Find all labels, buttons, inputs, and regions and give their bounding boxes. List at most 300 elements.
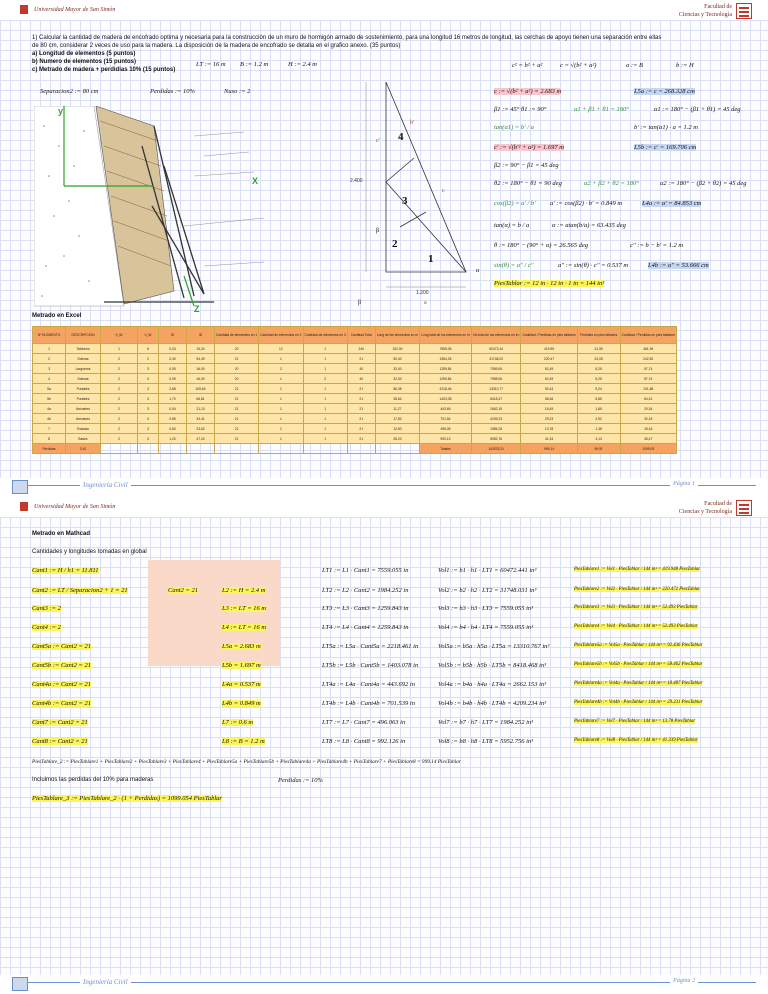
- table-cell: 5,25: [577, 374, 620, 384]
- svg-text:b': b': [410, 120, 415, 126]
- table-cell: 7: [33, 424, 66, 434]
- col-header: Cantidad de elementos en 2: [259, 327, 303, 344]
- table-cell: 6: [138, 344, 159, 354]
- table-row: [33, 354, 677, 364]
- table-cell: 29,23: [521, 414, 577, 424]
- col-header: Nº ELEMENTO: [33, 327, 66, 344]
- table-cell: Soleras: [66, 374, 101, 384]
- cant5a: Cant5a := Cant2 = 21: [32, 643, 91, 650]
- table-cell: 1984,25: [471, 424, 521, 434]
- cpp-result: c'' := b − b' = 1.2 m: [630, 242, 684, 249]
- table-cell: 21: [215, 354, 259, 364]
- svg-text:a: a: [424, 300, 427, 306]
- table-cell: 57,74: [620, 374, 676, 384]
- totals-cell: 1099,05: [620, 444, 676, 454]
- bprime-result: b' := tan(α1) · a = 1.2 m: [634, 124, 698, 131]
- table-cell: 20: [215, 374, 259, 384]
- table-row: [33, 404, 677, 414]
- table-cell: 2: [138, 354, 159, 364]
- table-cell: 3: [138, 424, 159, 434]
- l4: L4 := LT = 16 m: [222, 624, 267, 631]
- eq-pythag: c² = b² + a²: [512, 62, 543, 69]
- table-cell: 5952,76: [471, 434, 521, 444]
- pies8: PiesTablare8 := Vol8 · PiesTablar / 144 in³ = 41.339 PiesTablar: [574, 738, 698, 743]
- table-cell: 13,78: [521, 424, 577, 434]
- table-cell: 15,16: [620, 424, 676, 434]
- table-cell: 2: [259, 364, 303, 374]
- table-cell: 13310,77: [471, 384, 521, 394]
- col-header: h_W: [101, 327, 138, 344]
- cant2: Cant2 := LT / Separacion2 + 1 = 21: [32, 587, 128, 594]
- table-cell: Tablones: [66, 344, 101, 354]
- table-cell: 2218,46: [420, 384, 472, 394]
- sum2-eq: α2 + β2 + θ2 = 180°: [584, 180, 639, 187]
- table-cell: 21: [347, 384, 375, 394]
- table-cell: 9,24: [577, 384, 620, 394]
- table-cell: 8418,47: [471, 394, 521, 404]
- cant4b: Cant4b := Cant2 = 21: [32, 700, 91, 707]
- table-cell: 1,85: [577, 404, 620, 414]
- excel-table: [32, 326, 677, 454]
- nuso-def: Nuso := 2: [224, 88, 251, 95]
- l3: L3 := LT = 16 m: [222, 605, 267, 612]
- table-cell: 50,40: [375, 354, 419, 364]
- table-cell: 1: [303, 344, 347, 354]
- table-row: [33, 424, 677, 434]
- table-cell: Puntales: [66, 394, 101, 404]
- col-header: Perdidas en pies tablares: [577, 327, 620, 344]
- table-cell: 92,44: [521, 384, 577, 394]
- table-row: [33, 344, 677, 354]
- table-cell: 21: [347, 424, 375, 434]
- table-cell: 1: [259, 384, 303, 394]
- table-cell: 25,20: [375, 434, 419, 444]
- table-cell: 1: [259, 434, 303, 444]
- table-cell: 2,68: [159, 384, 187, 394]
- col-header: Vol total de los elementos en in³: [471, 327, 521, 344]
- table-cell: 3: [138, 394, 159, 404]
- table-cell: 5b: [33, 394, 66, 404]
- table-cell: 40: [347, 364, 375, 374]
- col-header: Long de los elementos en m: [375, 327, 419, 344]
- formwork-drawing: [34, 106, 296, 314]
- table-row: [33, 364, 677, 374]
- theta-result: θ := 180° − (90° + α) = 26.565 deg: [494, 242, 588, 249]
- table-cell: Arriostres: [66, 404, 101, 414]
- l5a-result: L5a := c = 268.328 cm: [634, 88, 695, 95]
- perdidas-note: Incluimos las perdidas del 10% para maderas: [32, 777, 154, 783]
- table-cell: 21: [215, 394, 259, 404]
- pies1: PiesTablare1 := Vol1 · PiesTablar / 144 in³ = 419.948 PiesTablar: [574, 567, 701, 572]
- pies5a: PiesTablare5a := Vol5a · PiesTablar / 144 in³ = 92.436 PiesTablar: [574, 643, 703, 648]
- table-row: [33, 394, 677, 404]
- vol5b: Vol5b := b5b · h5b · LT5b = 8418.468 in³: [438, 662, 547, 669]
- table-cell: 3: [138, 384, 159, 394]
- table-cell: 1,20: [159, 434, 187, 444]
- vol2: Vol2 := b2 · h2 · LT2 = 31748.031 in³: [438, 587, 537, 594]
- table-cell: 52,49: [521, 374, 577, 384]
- footer-logo-icon: [12, 977, 28, 991]
- table-cell: 1: [259, 424, 303, 434]
- table-cell: 21,13: [187, 404, 215, 414]
- problem-statement: 1) Calcular la cantidad de madera de encofrado optima y necesaria para la construcción de un muro de hormigón armado de sostenimiento, para una longitud 16 metros de longitud, las cerchas de apoyo tienen una separación entre ellas: [32, 35, 662, 41]
- table-cell: 94,49: [187, 354, 215, 364]
- totals-cell: [187, 444, 215, 454]
- lt5a: LT5a := L5a · Cant5a = 2218.461 in: [322, 643, 419, 650]
- table-cell: 1: [303, 424, 347, 434]
- table-cell: 2: [101, 354, 138, 364]
- footer-department: Ingeniería Civil: [80, 481, 131, 489]
- table-cell: 41,99: [577, 344, 620, 354]
- table-cell: 1: [303, 414, 347, 424]
- alpha2-result: α2 := 180° − (β2 + θ2) = 45 deg: [660, 180, 747, 187]
- page-footer: [0, 478, 768, 497]
- table-cell: 21: [215, 384, 259, 394]
- table-row: [33, 434, 677, 444]
- table-cell: 1: [259, 374, 303, 384]
- table-cell: 12,60: [375, 424, 419, 434]
- cant4: Cant4 := 2: [32, 624, 61, 631]
- pies3: PiesTablare3 := Vol3 · PiesTablar / 144 in³ = 52.493 PiesTablar: [574, 605, 698, 610]
- l4a: L4a = 0.537 m: [222, 681, 261, 688]
- table-cell: 3: [138, 374, 159, 384]
- table-cell: 7559,06: [471, 374, 521, 384]
- table-cell: 2662,15: [471, 404, 521, 414]
- svg-text:1: 1: [428, 253, 434, 265]
- table-cell: 21: [347, 414, 375, 424]
- table-cell: 496,06: [420, 424, 472, 434]
- geometry-triangle-diagram: [336, 72, 506, 312]
- table-cell: Largueros: [66, 364, 101, 374]
- table-cell: 1: [259, 404, 303, 414]
- table-cell: 1259,84: [420, 374, 472, 384]
- svg-text:2: 2: [392, 238, 398, 250]
- totals-cell: [101, 444, 138, 454]
- table-cell: 21: [347, 434, 375, 444]
- university-shield-icon: [20, 5, 28, 14]
- lt5b: LT5b := L5b · Cant5b = 1403.078 in: [322, 662, 419, 669]
- table-cell: 20: [215, 344, 259, 354]
- table-cell: 1984,25: [420, 354, 472, 364]
- c-result: c := √(b² + a²) = 2.683 m: [494, 88, 562, 95]
- table-cell: 0,54: [159, 404, 187, 414]
- cant1: Cant1 := H / h1 = 11.811: [32, 567, 99, 574]
- table-cell: 20: [215, 364, 259, 374]
- col-header: Cantidad Total: [347, 327, 375, 344]
- table-cell: 20,34: [620, 404, 676, 414]
- beta1-def: β1 := 45° θ1 := 90°: [494, 106, 547, 113]
- table-cell: 40: [347, 374, 375, 384]
- pies-sum: PiesTablare_2 := PiesTablare1 + PiesTablare2 + PiesTablare3 + PiesTablare4 + PiesTablare5a + PiesTablare5b + PiesTablare4a + PiesTablare4b + PiesTablare7 + PiesTablare8 = 999.14 PiesTablar: [32, 759, 461, 765]
- table-cell: 4: [33, 374, 66, 384]
- pies-tablar-def: PiesTablar := 12 in · 12 in · 1 in = 144 in³: [494, 280, 605, 287]
- table-cell: Puntales: [66, 384, 101, 394]
- l2: L2 := H = 2.4 m: [222, 587, 266, 594]
- totals-cell: [259, 444, 303, 454]
- pies7: PiesTablare7 := Vol7 · PiesTablar / 144 in³ = 13.78 PiesTablar: [574, 719, 696, 724]
- lt1: LT1 := L1 · Cant1 = 7559.055 in: [322, 567, 409, 574]
- footer-page-number: Página 1: [670, 481, 698, 487]
- university-shield-icon: [20, 502, 28, 511]
- totals-cell: 143078,21: [471, 444, 521, 454]
- table-cell: 1403,08: [420, 394, 472, 404]
- col-header: DESCRIPCION: [66, 327, 101, 344]
- table-cell: 41,34: [521, 434, 577, 444]
- table-cell: 45,47: [620, 434, 676, 444]
- col-header: ID: [187, 327, 215, 344]
- highlight-block: [148, 560, 280, 666]
- table-cell: Estacas: [66, 424, 101, 434]
- table-cell: Bases: [66, 434, 101, 444]
- cant4a: Cant4a := Cant2 = 21: [32, 681, 91, 688]
- l4a-result: L4a := a' = 84.853 cm: [642, 200, 702, 207]
- aprime-result: a' := cos(β2) · b' = 0.849 m: [550, 200, 623, 207]
- table-cell: 0,05: [159, 374, 187, 384]
- table-cell: 461,94: [620, 344, 676, 354]
- vol5a: Vol5a := b5a · h5a · LT5a = 13310.767 in³: [438, 643, 550, 650]
- app-result: a'' := sin(θ) · c'' = 0.537 m: [558, 262, 629, 269]
- totals-cell: Perdidas: [33, 444, 66, 454]
- table-cell: 0,05: [159, 364, 187, 374]
- table-cell: 21: [347, 354, 375, 364]
- table-header-row: [33, 327, 677, 344]
- l4b-result: L4b := a'' = 53.666 cm: [648, 262, 709, 269]
- svg-text:β: β: [376, 228, 380, 234]
- table-body: [33, 344, 677, 454]
- table-cell: 105,64: [187, 384, 215, 394]
- table-cell: 1: [303, 384, 347, 394]
- table-cell: 5,85: [577, 394, 620, 404]
- table-cell: 57,74: [620, 364, 676, 374]
- table-cell: 2,92: [577, 414, 620, 424]
- totals-cell: Totales: [420, 444, 472, 454]
- vol3: Vol3 := b3 · h3 · LT3 = 7559.055 in³: [438, 605, 534, 612]
- table-cell: 21: [347, 404, 375, 414]
- cant8: Cant8 := Cant2 = 21: [32, 738, 88, 745]
- faculty-name: Facultad de Ciencias y Tecnología: [678, 4, 732, 18]
- table-cell: 7559,06: [420, 344, 472, 354]
- table-cell: 5a: [33, 384, 66, 394]
- vol4a: Vol4a := b4a · h4a · LT4a = 2662.153 in³: [438, 681, 547, 688]
- table-cell: 4a: [33, 404, 66, 414]
- totals-cell: 99,91: [577, 444, 620, 454]
- table-cell: 52,49: [521, 364, 577, 374]
- eq-b-h: b := H: [676, 62, 694, 69]
- table-cell: 2: [101, 364, 138, 374]
- table-cell: 3: [138, 404, 159, 414]
- table-cell: 1,38: [577, 424, 620, 434]
- svg-text:1.200: 1.200: [416, 290, 429, 296]
- alpha-result: α := atan(b/a) = 63.435 deg: [552, 222, 626, 229]
- vol8: Vol8 := b8 · h8 · LT8 = 5952.756 in³: [438, 738, 534, 745]
- table-totals-row: [33, 444, 677, 454]
- table-cell: 1: [259, 414, 303, 424]
- lt7: LT7 := L7 · Cant7 = 496.063 in: [322, 719, 406, 726]
- table-cell: 101,68: [620, 384, 676, 394]
- table-cell: 56,35: [375, 384, 419, 394]
- cant7: Cant7 := Cant2 = 21: [32, 719, 88, 726]
- table-cell: 2: [33, 354, 66, 364]
- table-cell: 1: [303, 404, 347, 414]
- table-cell: 4,13: [577, 434, 620, 444]
- table-cell: 192,00: [375, 344, 419, 354]
- pies4: PiesTablare4 := Vol4 · PiesTablar / 144 in³ = 52.493 PiesTablar: [574, 624, 698, 629]
- table-cell: 16,00: [187, 364, 215, 374]
- table-cell: 1,70: [159, 394, 187, 404]
- table-cell: 17,82: [375, 414, 419, 424]
- table-cell: 5,25: [577, 364, 620, 374]
- table-cell: 7559,06: [471, 364, 521, 374]
- cant5b: Cant5b := Cant2 = 21: [32, 662, 91, 669]
- pies5b: PiesTablare5b := Vol5b · PiesTablar / 144 in³ = 58.462 PiesTablar: [574, 662, 703, 667]
- b-def: B := 1.2 m: [240, 61, 269, 68]
- table-cell: 2,40: [159, 354, 187, 364]
- lt-def: LT := 16 m: [196, 61, 226, 68]
- table-cell: 2: [101, 394, 138, 404]
- l4b: L4b = 0.849 m: [222, 700, 261, 707]
- svg-text:c: c: [442, 188, 445, 194]
- faculty-name: Facultad de Ciencias y Tecnología: [678, 501, 732, 515]
- table-row: [33, 374, 677, 384]
- table-cell: 47,24: [187, 434, 215, 444]
- table-cell: 21: [215, 404, 259, 414]
- item-c: c) Metrado de madera + perdidias 10% (15 puntos): [32, 67, 176, 73]
- lt4: LT4 := L4 · Cant4 = 1259.843 in: [322, 624, 409, 631]
- col-header: Cantidad de elementos en 1: [215, 327, 259, 344]
- item-a: a) Longitud de elementos (5 puntos): [32, 51, 136, 57]
- table-cell: 2: [101, 414, 138, 424]
- table-cell: 1: [259, 354, 303, 364]
- table-cell: 64,31: [620, 394, 676, 404]
- table-cell: 3: [138, 364, 159, 374]
- l8: L8 := B = 1.2 m: [222, 738, 265, 745]
- table-cell: 2: [101, 384, 138, 394]
- col-header: Cantidad / Perdidas en pies tablares: [620, 327, 676, 344]
- l7: L7 := 0.6 m: [222, 719, 254, 726]
- table-row: [33, 384, 677, 394]
- table-cell: 8: [33, 434, 66, 444]
- table-cell: 1: [259, 394, 303, 404]
- table-cell: 1: [303, 394, 347, 404]
- table-cell: 21: [347, 394, 375, 404]
- table-cell: 2: [101, 404, 138, 414]
- eq-a-b: a := B: [626, 62, 644, 69]
- svg-text:3: 3: [402, 195, 408, 207]
- table-cell: 240: [347, 344, 375, 354]
- totals-cell: [303, 444, 347, 454]
- table-cell: 15,24: [187, 344, 215, 354]
- table-cell: 1: [303, 364, 347, 374]
- sin-eq: sin(θ) = a'' / c'': [494, 262, 534, 269]
- table-cell: 18,49: [521, 404, 577, 414]
- table-cell: 2: [101, 374, 138, 384]
- col-header: Long total de los elementos en m: [420, 327, 472, 344]
- pies4a: PiesTablare4a := Vol4a · PiesTablar / 144 in³ = 18.487 PiesTablar: [574, 681, 703, 686]
- page-2: [0, 497, 768, 994]
- svg-text:α: α: [476, 268, 480, 274]
- svg-text:X: X: [252, 176, 259, 186]
- table-cell: 4209,23: [471, 414, 521, 424]
- separacion-def: Separacion2 := 80 cm: [40, 88, 99, 95]
- pies-final: PiesTablare_3 := PiesTablare_2 · (1 + Perdidas) = 1099.054 PiesTablar: [32, 795, 222, 802]
- table-cell: 4b: [33, 414, 66, 424]
- problem-statement-2: de 80 cm, considerar 2 veces de uso para la madera. La disposición de la madera de encofrado se detalla en el grafico anexo. (35 puntos): [32, 43, 401, 49]
- table-cell: 66,81: [187, 394, 215, 404]
- table-cell: 0,60: [159, 424, 187, 434]
- item-b: b) Numero de elementos (15 puntos): [32, 59, 137, 65]
- table-cell: 33,41: [187, 414, 215, 424]
- col-header: Cantidad de elementos en 3: [303, 327, 347, 344]
- page-footer: [0, 975, 768, 994]
- vol4b: Vol4b := b4b · h4b · LT4b = 4209.234 in³: [438, 700, 547, 707]
- vol1: Vol1 := b1 · h1 · LT1 = 60472.441 in³: [438, 567, 537, 574]
- table-cell: 11,27: [375, 404, 419, 414]
- table-cell: 3: [138, 434, 159, 444]
- vol7: Vol7 := b7 · h7 · LT7 = 1984.252 in³: [438, 719, 534, 726]
- footer-logo-icon: [12, 480, 28, 494]
- table-cell: 23,62: [187, 424, 215, 434]
- l5b-result: L5b := c' = 169.706 cm: [634, 144, 697, 151]
- lt2: LT2 := L2 · Cant2 = 1984.252 in: [322, 587, 409, 594]
- totals-cell: 999,14: [521, 444, 577, 454]
- lt8: LT8 := L8 · Cant8 = 992.126 in: [322, 738, 406, 745]
- mathcad-title: Metrado en Mathcad: [32, 531, 91, 537]
- table-cell: 58,46: [521, 394, 577, 404]
- tan1-eq: tan(α1) = b' / a: [494, 124, 534, 131]
- table-cell: 21: [215, 414, 259, 424]
- cant3: Cant3 := 2: [32, 605, 61, 612]
- svg-text:Z: Z: [194, 304, 200, 314]
- table-cell: 3: [33, 364, 66, 374]
- faculty-logo-icon: [736, 3, 752, 19]
- footer-page-number: Página 2: [670, 978, 698, 984]
- university-name: Universidad Mayor de San Simón: [34, 504, 116, 510]
- cos2-eq: cos(β2) = a' / b': [494, 200, 536, 207]
- footer-department: Ingeniería Civil: [80, 978, 131, 986]
- totals-cell: [375, 444, 419, 454]
- svg-text:β: β: [358, 300, 362, 306]
- table-cell: 1259,84: [420, 364, 472, 374]
- l5a: L5a = 2.683 m: [222, 643, 261, 650]
- table-row: [33, 414, 677, 424]
- table-cell: 12: [259, 344, 303, 354]
- svg-text:c': c': [376, 138, 380, 144]
- totals-cell: [159, 444, 187, 454]
- table-cell: 32,15: [620, 414, 676, 424]
- alpha1-result: α1 := 180° − (β1 + θ1) = 45 deg: [654, 106, 741, 113]
- table-cell: 1: [101, 344, 138, 354]
- col-header: Cantidad / Perdidas en pies tablares: [521, 327, 577, 344]
- metrado-excel-title: Metrado en Excel: [32, 313, 82, 319]
- l5b: L5b = 1.697 m: [222, 662, 261, 669]
- lt4b: LT4b := L4b · Cant4b = 701.539 in: [322, 700, 415, 707]
- col-header: ID: [159, 327, 187, 344]
- table-cell: Soleras: [66, 354, 101, 364]
- lt4a: LT4a := L4a · Cant4a = 443.692 in: [322, 681, 415, 688]
- page-header: [0, 497, 768, 517]
- cprime-result: c' := √(b'² + a²) = 1.697 m: [494, 144, 564, 151]
- table-cell: 21: [215, 424, 259, 434]
- col-header: h_W: [138, 327, 159, 344]
- table-cell: 32,00: [375, 374, 419, 384]
- page-header: [0, 0, 768, 20]
- vol4: Vol4 := b4 · h4 · LT4 = 7559.055 in³: [438, 624, 534, 631]
- table-cell: 22,05: [577, 354, 620, 364]
- tanalpha-eq: tan(α) = b / a: [494, 222, 530, 229]
- table-cell: 701,54: [420, 414, 472, 424]
- table-cell: 31748,03: [471, 354, 521, 364]
- totals-cell: [347, 444, 375, 454]
